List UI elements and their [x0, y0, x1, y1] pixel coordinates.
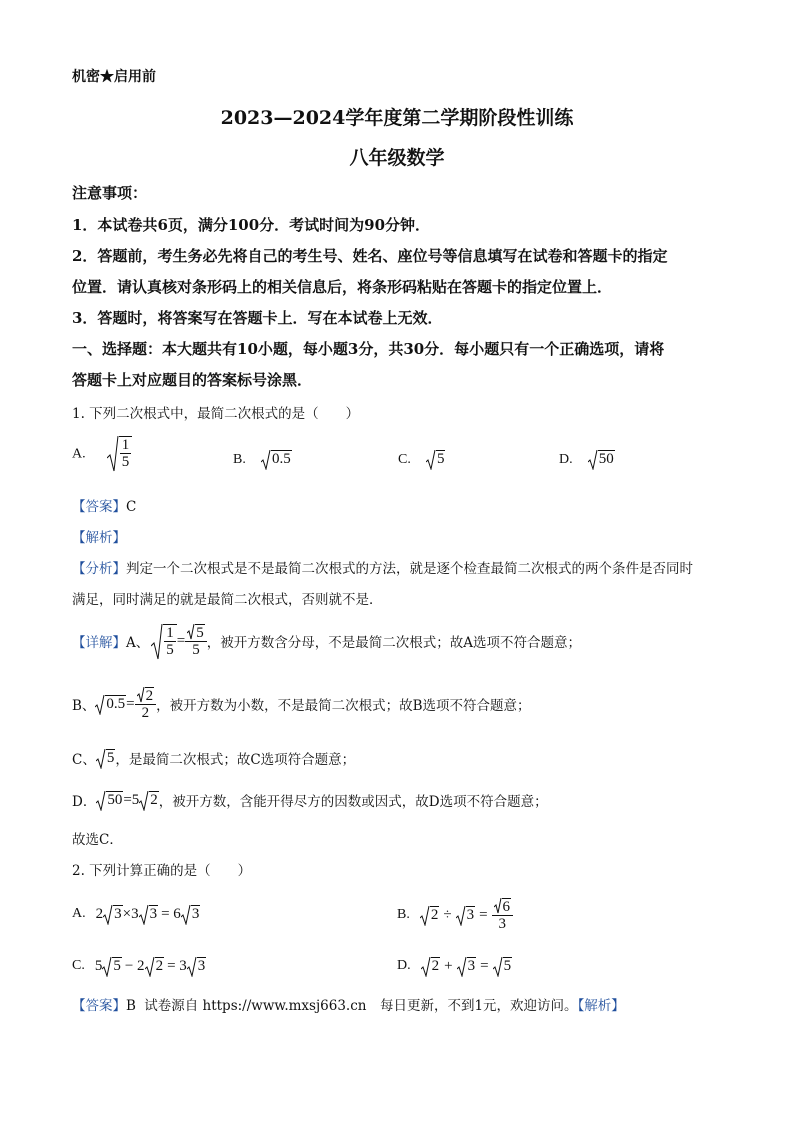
- detail-prefix: A、: [126, 635, 150, 651]
- equals-sign: =: [176, 632, 186, 649]
- q1-option-a: [72, 436, 132, 470]
- detail-tag: 【详解】: [72, 635, 126, 651]
- answer-tag: 【答案】: [72, 499, 126, 515]
- sqrt-expr: [102, 957, 122, 975]
- q1-detail-b: [72, 687, 531, 721]
- radicand: 3: [466, 907, 475, 923]
- q1-detail-c: [72, 748, 355, 768]
- q2-option-a: [72, 905, 200, 923]
- result-fraction: [492, 898, 514, 932]
- section-1-line-2: 答题卡上对应题目的答案标号涂黑．: [72, 371, 313, 389]
- radicand: 2: [150, 792, 158, 808]
- notes-item-3: 3．答题时，将答案写在答题卡上．写在本试卷上无效．: [72, 309, 443, 327]
- result-fraction: [185, 624, 207, 658]
- radicand: 6: [502, 899, 511, 915]
- operator: ×3: [122, 905, 139, 922]
- sqrt-expr: [456, 906, 476, 924]
- result: = 6: [161, 905, 181, 922]
- result: = 3: [167, 957, 187, 974]
- exam-subtitle: 八年级数学: [349, 147, 445, 169]
- notes-item-2b: 位置．请认真核对条形码上的相关信息后，将条形码粘贴在答题卡的指定位置上．: [72, 278, 613, 296]
- answer-value: B: [126, 998, 136, 1014]
- sqrt-expr: [139, 905, 159, 923]
- fenxi-tag: 【分析】: [72, 561, 126, 577]
- q2-option-b: [397, 898, 513, 932]
- notes-heading: 注意事项：: [72, 184, 148, 202]
- q1-option-b: [233, 448, 292, 468]
- equals-sign: =: [479, 906, 488, 923]
- radicand: 3: [114, 906, 122, 922]
- detail-prefix: B、: [72, 698, 96, 714]
- radicand: 5: [503, 958, 512, 974]
- sqrt-fraction: [107, 436, 133, 470]
- option-label: D.: [397, 958, 411, 973]
- detail-text: ，被开方数含分母，不是最简二次根式；故A选项不符合题意；: [206, 635, 581, 651]
- source-footer: 试卷源自 https://www.mxsj663.cn 每日更新，不到1元，欢迎访问。: [144, 998, 578, 1014]
- sqrt-expr: [145, 957, 165, 975]
- sqrt-expr: [95, 695, 126, 713]
- q2-stem: 2. 下列计算正确的是（ ）: [72, 863, 252, 879]
- equals-sign: =: [126, 695, 135, 712]
- radicand: 5: [106, 750, 115, 766]
- sqrt-expr: [420, 906, 440, 924]
- option-label: C.: [72, 958, 85, 973]
- radicand: 3: [467, 958, 476, 974]
- fenxi-text: 判定一个二次根式是不是最简二次根式的方法，就是逐个检查最简二次根式的两个条件是否同时: [126, 561, 693, 577]
- q1-fenxi-line-1: [72, 557, 693, 577]
- option-label: B.: [233, 452, 246, 467]
- q1-analysis-tag: 【解析】: [72, 530, 126, 546]
- q1-detail-a: [72, 624, 581, 658]
- analysis-tag: 【解析】: [577, 998, 625, 1014]
- sqrt-expr: [96, 791, 123, 809]
- equals-coef: =5: [123, 791, 140, 808]
- option-label: A.: [72, 446, 86, 462]
- coefficient: 2: [95, 905, 104, 922]
- q1-answer: [72, 495, 136, 515]
- confidential-mark: 机密★启用前: [72, 69, 156, 85]
- q2-answer-line: [72, 994, 625, 1014]
- option-label: B.: [397, 907, 410, 922]
- radicand: 5: [196, 625, 204, 641]
- sqrt-expr: [457, 957, 477, 975]
- q1-fenxi-line-2: 满足，同时满足的就是最简二次根式，否则就不是．: [72, 592, 383, 608]
- answer-value: C: [126, 499, 137, 515]
- q1-option-d: [559, 448, 615, 468]
- result-fraction: [135, 687, 157, 721]
- option-label: D.: [559, 452, 573, 467]
- frac-den: 5: [192, 642, 200, 658]
- notes-item-2a: 2．答题前，考生务必先将自己的考生号、姓名、座位号等信息填写在试卷和答题卡的指定: [72, 247, 668, 265]
- radicand: 2: [145, 688, 154, 704]
- frac-den: 5: [121, 454, 130, 470]
- q1-conclusion: 故选C．: [72, 832, 123, 848]
- operator: − 2: [124, 957, 145, 974]
- detail-text: ，被开方数，含能开得尽方的因数或因式，故D选项不符合题意；: [158, 794, 548, 810]
- radicand: 3: [197, 958, 206, 974]
- equals-sign: =: [480, 957, 489, 974]
- sqrt-expr: [493, 957, 513, 975]
- detail-text: ，是最简二次根式；故C选项符合题意；: [115, 752, 356, 768]
- sqrt-expr: [588, 450, 615, 468]
- sqrt-expr: [421, 957, 441, 975]
- sqrt-expr: [103, 905, 123, 923]
- section-1-line-1: 一、选择题：本大题共有10小题，每小题3分，共30分．每小题只有一个正确选项，请将: [72, 340, 665, 358]
- sqrt-fraction: [151, 624, 177, 658]
- coefficient: 5: [94, 957, 103, 974]
- notes-item-1: 1．本试卷共6页，满分100分．考试时间为90分钟．: [72, 216, 431, 234]
- frac-num: 1: [121, 437, 130, 453]
- q1-option-c: [398, 448, 445, 468]
- radicand: 2: [155, 958, 164, 974]
- q1-detail-d: [72, 790, 548, 810]
- radicand: 5: [113, 958, 121, 974]
- answer-tag: 【答案】: [72, 998, 126, 1014]
- operator: ÷: [443, 906, 452, 923]
- sqrt-expr: [261, 450, 292, 468]
- q1-stem: 1. 下列二次根式中，最简二次根式的是（ ）: [72, 406, 360, 422]
- radicand: 0.5: [106, 696, 126, 712]
- frac-den: 5: [166, 642, 174, 658]
- radicand: 2: [431, 958, 440, 974]
- option-label: A.: [72, 906, 86, 921]
- sqrt-expr: [426, 450, 446, 468]
- sqrt-expr: [181, 905, 201, 923]
- q2-option-d: [397, 957, 512, 975]
- frac-den: 3: [498, 916, 507, 932]
- operator: +: [444, 957, 453, 974]
- exam-title: 2023—2024学年度第二学期阶段性训练: [220, 107, 574, 129]
- sqrt-expr: [187, 957, 207, 975]
- frac-den: 2: [141, 705, 150, 721]
- sqrt-expr: [139, 791, 159, 809]
- option-label: C.: [398, 452, 411, 467]
- radicand: 0.5: [271, 451, 291, 467]
- radicand: 3: [149, 906, 158, 922]
- radicand: 5: [436, 451, 445, 467]
- q2-option-c: [72, 957, 206, 975]
- radicand: 2: [430, 907, 439, 923]
- detail-prefix: C、: [72, 752, 96, 768]
- sqrt-expr: [96, 749, 116, 767]
- radicand: 3: [191, 906, 200, 922]
- radicand: 50: [598, 451, 614, 467]
- radicand: 50: [107, 792, 123, 808]
- detail-text: ，被开方数为小数，不是最简二次根式；故B选项不符合题意；: [156, 698, 531, 714]
- frac-num: 1: [166, 625, 174, 641]
- detail-prefix: D．: [72, 794, 97, 810]
